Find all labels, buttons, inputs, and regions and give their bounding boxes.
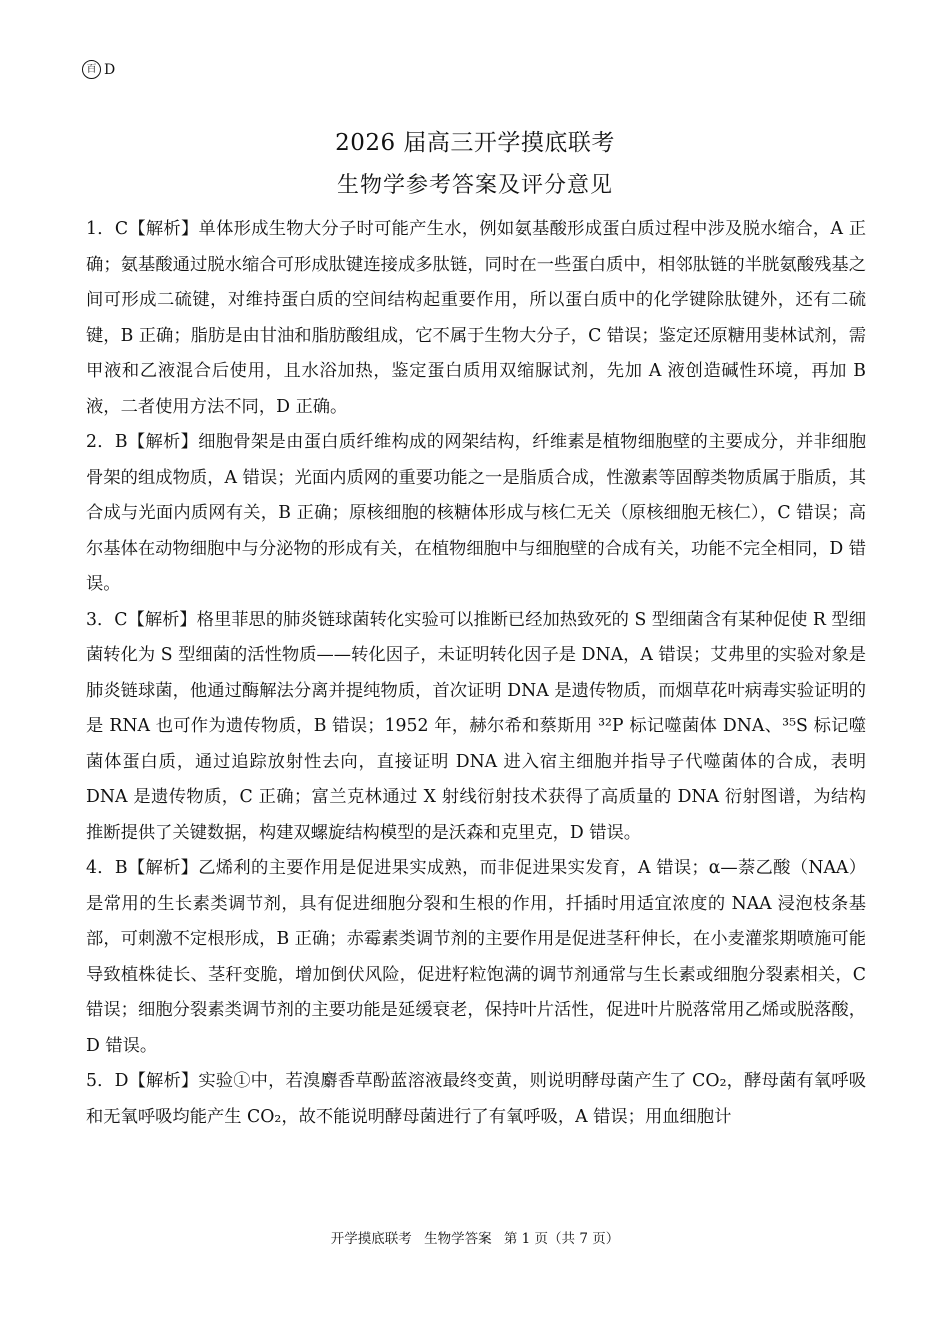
page-subtitle: 生物学参考答案及评分意见 — [336, 173, 613, 198]
page-footer — [0, 1227, 950, 1247]
footer-exam: 开学摸底联考 — [330, 1231, 412, 1247]
corner-label: D — [104, 61, 116, 78]
answer-item-4: 4．B【解析】乙烯利的主要作用是促进果实成熟，而非促进果实发育，A 错误；α—萘乙酸（NAA）是常用的生长素类调节剂，具有促进细胞分裂和生根的作用，扦插时用适宜浓度的 NAA 浸泡枝条基部，可刺激不定根形成，B 正确；赤霉素类调节剂的主要作用是促进茎秆伸长，在小麦灌浆期喷施可能导致植株徒长、茎秆变脆，增加倒伏风险，促进籽粒饱满的调节剂通常与生长素或细胞分裂素相关，C 错误；细胞分裂素类调节剂的主要功能是延缓衰老，保持叶片活性，促进叶片脱落常用乙烯或脱落酸，D 错误。 — [86, 858, 866, 1056]
seal-mark: 百 — [82, 60, 101, 79]
answer-item-1: 1．C【解析】单体形成生物大分子时可能产生水，例如氨基酸形成蛋白质过程中涉及脱水缩合，A 正确；氨基酸通过脱水缩合可形成肽键连接成多肽链，同时在一些蛋白质中，相邻肽链的半胱氨酸残基之间可形成二硫键，对维持蛋白质的空间结构起重要作用，所以蛋白质中的化学键除肽键外，还有二硫键，B 正确；脂肪是由甘油和脂肪酸组成，它不属于生物大分子，C 错误；鉴定还原糖用斐林试剂，需甲液和乙液混合后使用，且水浴加热，鉴定蛋白质用双缩脲试剂，先加 A 液创造碱性环境，再加 B 液，二者使用方法不同，D 正确。 — [86, 219, 867, 417]
answer-list — [86, 212, 866, 1135]
answer-item-5: 5．D【解析】实验①中，若溴麝香草酚蓝溶液最终变黄，则说明酵母菌产生了 CO₂，酵母菌有氧呼吸和无氧呼吸均能产生 CO₂，故不能说明酵母菌进行了有氧呼吸，A 错误；用血细胞计 — [86, 1071, 866, 1127]
answer-item-3: 3．C【解析】格里菲思的肺炎链球菌转化实验可以推断已经加热致死的 S 型细菌含有某种促使 R 型细菌转化为 S 型细菌的活性物质——转化因子，未证明转化因子是 DNA，A 错误；艾弗里的实验对象是肺炎链球菌，他通过酶解法分离并提纯物质，首次证明 DNA 是遗传物质，而烟草花叶病毒实验证明的是 RNA 也可作为遗传物质，B 错误；1952 年，赫尔希和蔡斯用 ³²P 标记噬菌体 DNA、³⁵S 标记噬菌体蛋白质，通过追踪放射性去向，直接证明 DNA 进入宿主细胞并指导子代噬菌体的合成，表明 DNA 是遗传物质，C 正确；富兰克林通过 X 射线衍射技术获得了高质量的 DNA 衍射图谱，为结构推断提供了关键数据，构建双螺旋结构模型的是沃森和克里克，D 错误。 — [86, 609, 866, 843]
footer-page: 第 1 页（共 7 页） — [503, 1231, 620, 1247]
answer-item-2: 2．B【解析】细胞骨架是由蛋白质纤维构成的网架结构，纤维素是植物细胞壁的主要成分，并非细胞骨架的组成物质，A 错误；光面内质网的重要功能之一是脂质合成，性激素等固醇类物质属于脂质，其合成与光面内质网有关，B 正确；原核细胞的核糖体形成与核仁无关（原核细胞无核仁），C 错误；高尔基体在动物细胞中与分泌物的形成有关，在植物细胞中与细胞壁的合成有关，功能不完全相同，D 错误。 — [86, 432, 866, 594]
corner-mark — [82, 60, 115, 79]
page-title: 2026 届高三开学摸底联考 — [335, 130, 615, 156]
footer-subject: 生物学答案 — [424, 1231, 492, 1247]
